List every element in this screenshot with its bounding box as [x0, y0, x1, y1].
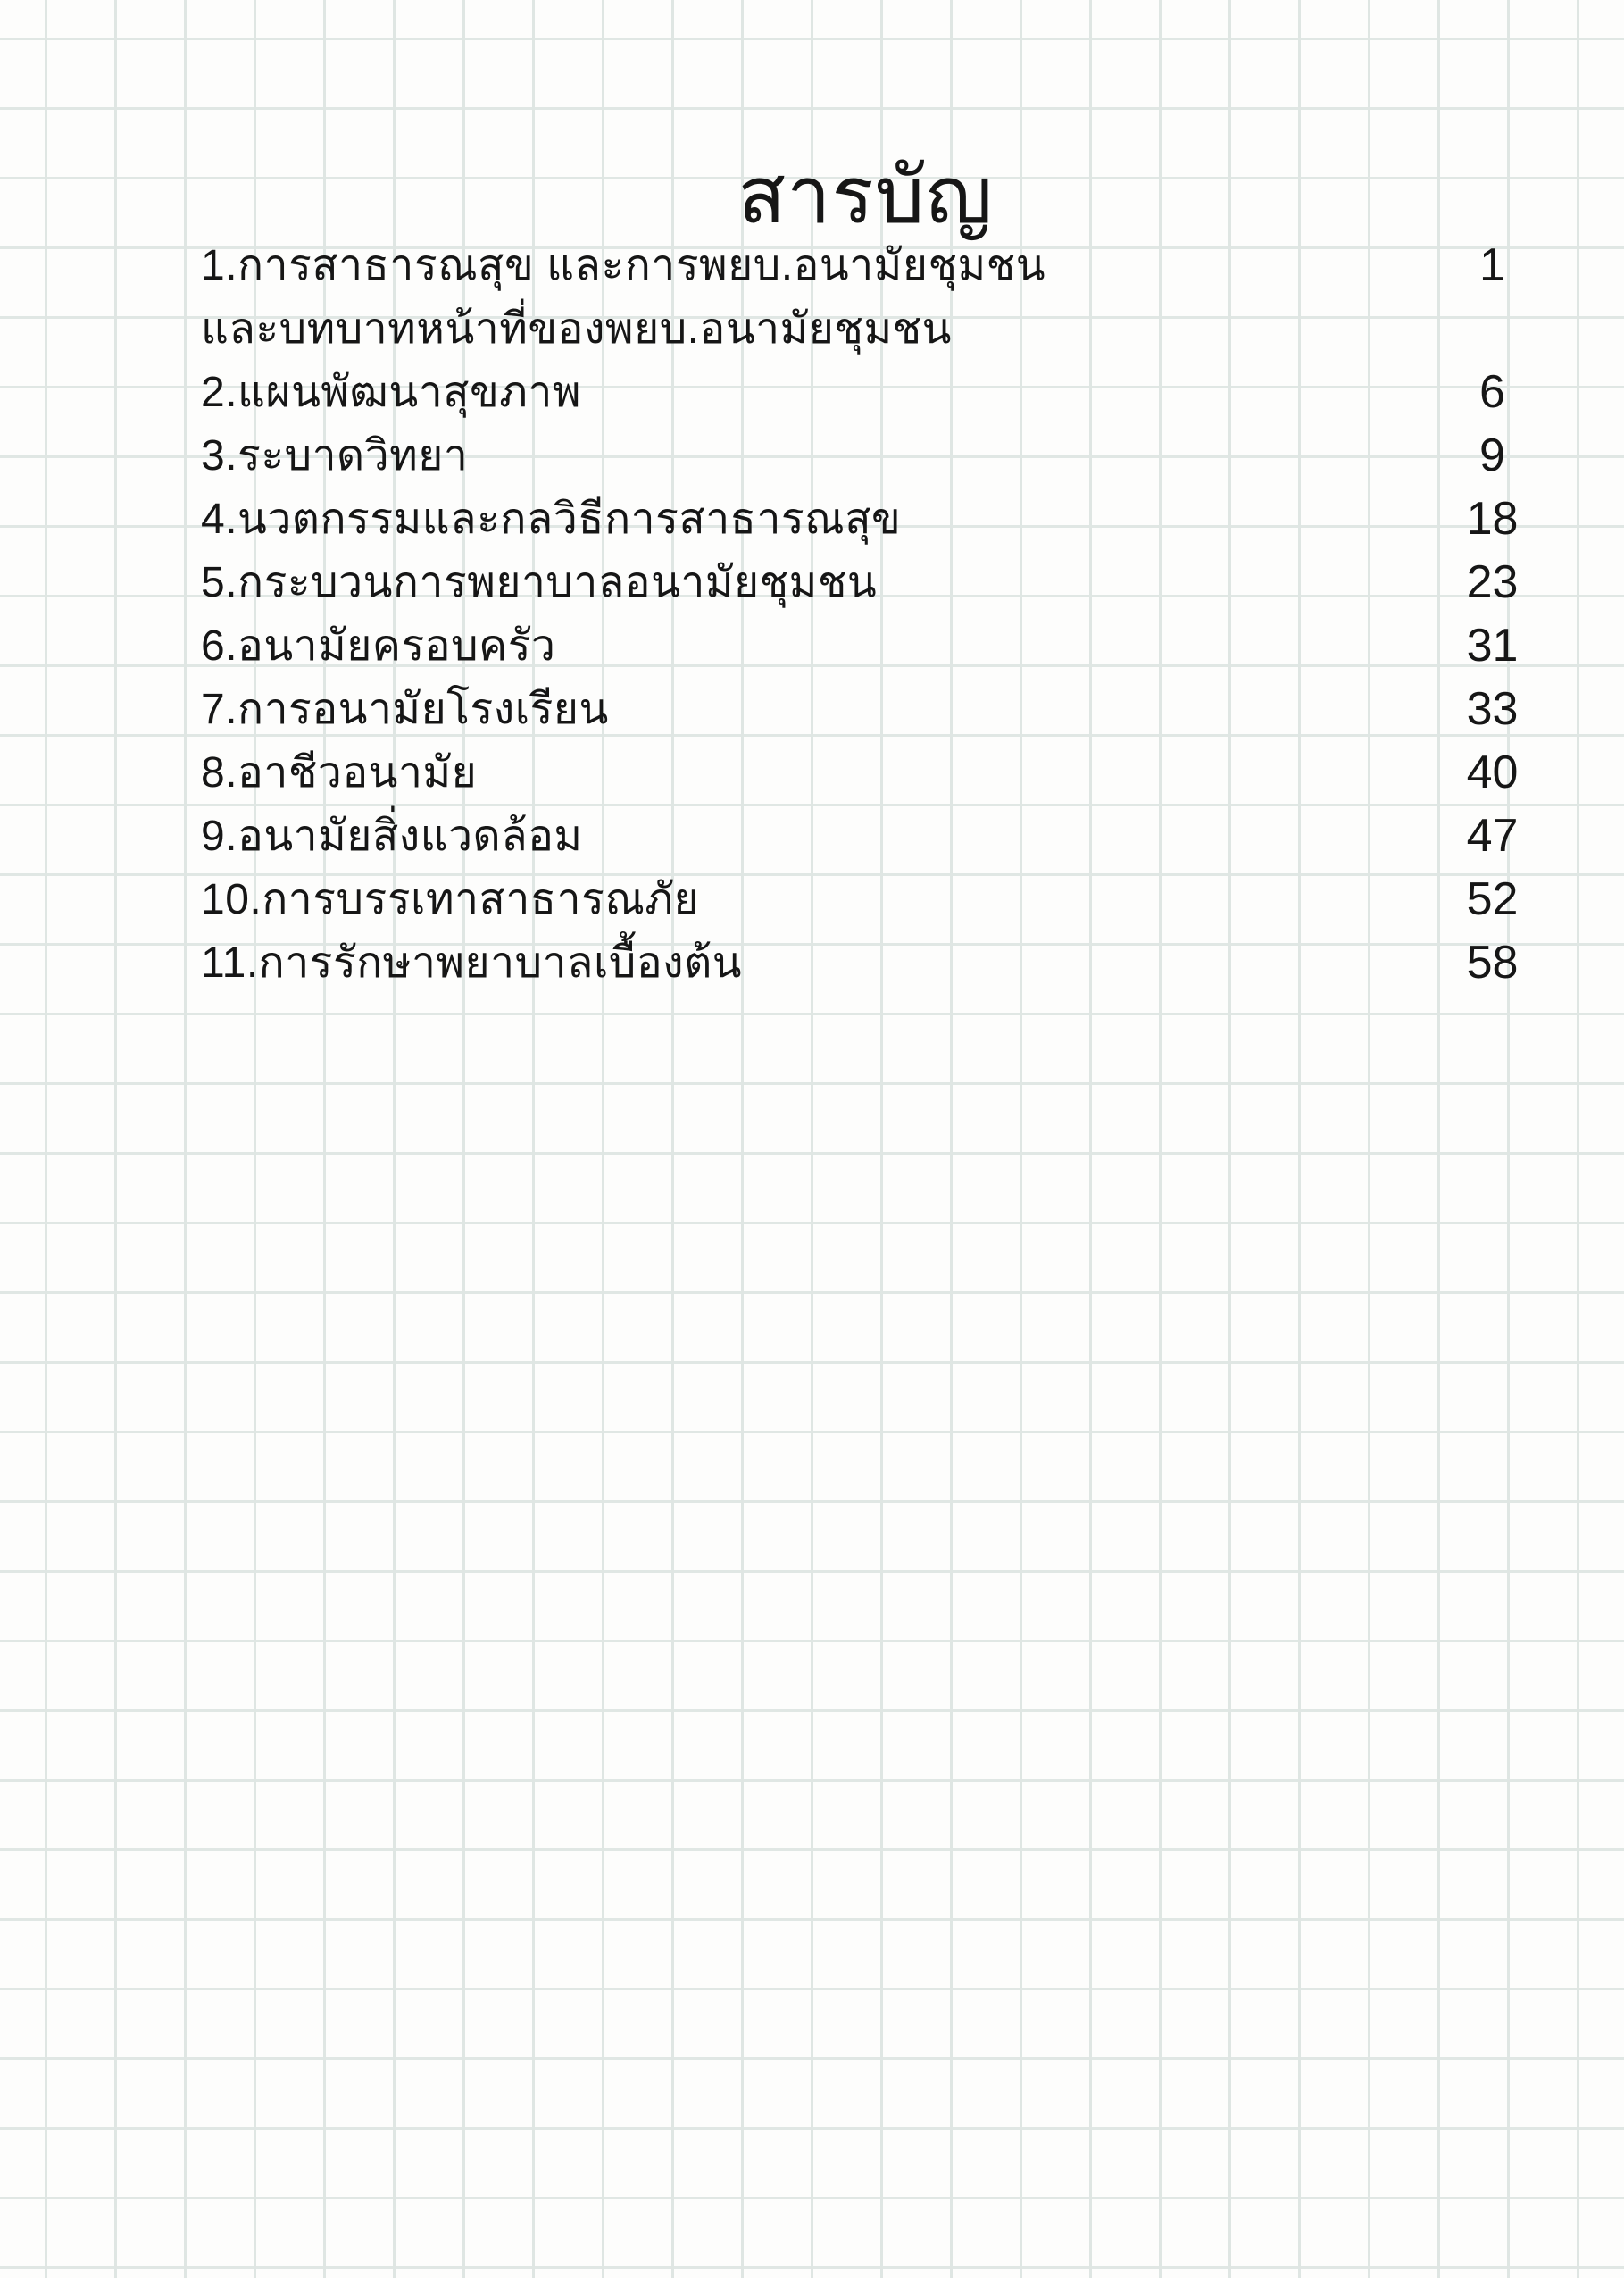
toc-entry	[201, 361, 1530, 424]
toc-entry-title: 11.การรักษาพยาบาลเบื้องต้น	[201, 939, 743, 987]
toc-entry	[201, 234, 1530, 361]
toc-entry	[201, 488, 1530, 551]
toc-entry-title: 3.ระบาดวิทยา	[201, 432, 469, 480]
toc-entry-page-number: 6	[1479, 366, 1505, 418]
toc-entry-title: 1.การสาธารณสุข และการพยบ.อนามัยชุมชน	[201, 242, 1046, 289]
toc-entry-title: 9.อนามัยสิ่งแวดล้อม	[201, 813, 583, 860]
toc-entry-label	[201, 805, 1454, 868]
toc-entry-page-number: 47	[1466, 810, 1519, 862]
page-title: สารบัญ	[737, 150, 994, 239]
toc-entry	[201, 868, 1530, 931]
toc-entry	[201, 678, 1530, 741]
toc-entry-page-number: 40	[1466, 747, 1519, 798]
toc-entry-label	[201, 361, 1454, 424]
toc-entry-title: 2.แผนพัฒนาสุขภาพ	[201, 369, 582, 416]
toc-entry-page-number: 58	[1466, 937, 1519, 989]
toc-entry-label	[201, 551, 1454, 614]
toc-entry-page-number: 52	[1466, 873, 1519, 925]
toc-entry-page-number: 33	[1466, 683, 1519, 735]
toc-list	[201, 234, 1530, 995]
toc-entry-title: 4.นวตกรรมและกลวิธีการสาธารณสุข	[201, 496, 902, 543]
toc-entry	[201, 614, 1530, 678]
toc-entry	[201, 551, 1530, 614]
toc-entry-title: 8.อาชีวอนามัย	[201, 749, 478, 797]
toc-entry-title: 5.กระบวนการพยาบาลอนามัยชุมชน	[201, 559, 878, 606]
toc-entry-title: 7.การอนามัยโรงเรียน	[201, 686, 609, 733]
toc-entry-label	[201, 868, 1454, 931]
toc-entry-page-number: 31	[1466, 620, 1519, 672]
toc-entry-label	[201, 424, 1454, 488]
toc-entry-label	[201, 678, 1454, 741]
toc-entry-label	[201, 488, 1454, 551]
toc-entry-page-number: 9	[1479, 430, 1505, 481]
toc-entry-title-line2: และบทบาทหน้าที่ของพยบ.อนามัยชุมชน	[201, 305, 952, 353]
toc-entry	[201, 424, 1530, 488]
toc-entry-page-number: 23	[1466, 556, 1519, 608]
toc-entry	[201, 805, 1530, 868]
toc-entry-page-number: 1	[1479, 239, 1505, 291]
toc-entry-title: 6.อนามัยครอบครัว	[201, 622, 556, 670]
toc-entry-title: 10.การบรรเทาสาธารณภัย	[201, 876, 700, 923]
toc-entry	[201, 741, 1530, 805]
toc-entry-label	[201, 931, 1454, 995]
toc-entry-label	[201, 614, 1454, 678]
toc-entry-label	[201, 741, 1454, 805]
toc-entry-label	[201, 234, 1454, 361]
toc-entry-page-number: 18	[1466, 493, 1519, 545]
toc-entry	[201, 931, 1530, 995]
